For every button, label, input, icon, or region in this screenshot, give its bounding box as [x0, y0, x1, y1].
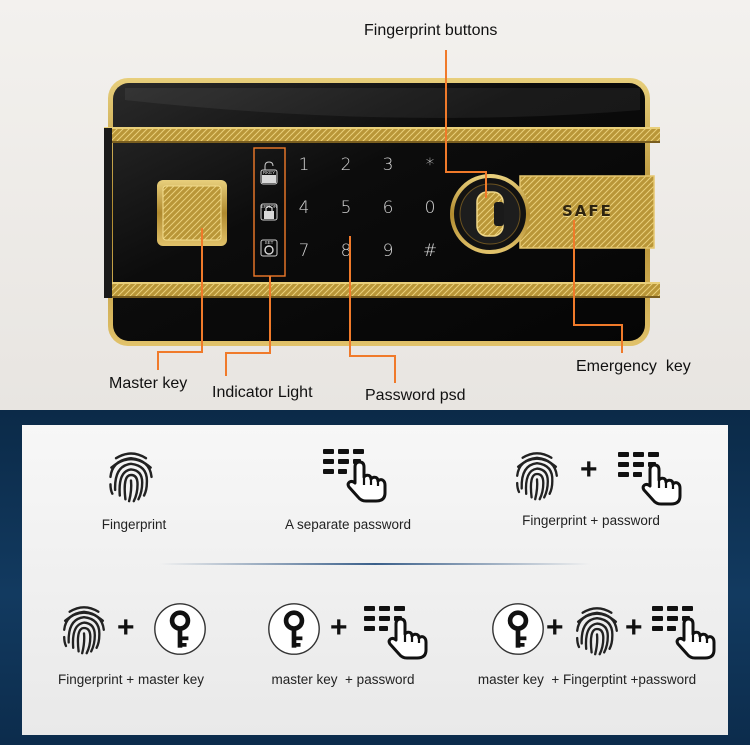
plus-sign: +: [580, 453, 598, 486]
callout-password-psd: Password psd: [365, 387, 466, 404]
keypad-key[interactable]: 3: [382, 155, 394, 175]
fingerprint-icon: [570, 601, 624, 657]
fingerprint-icon: [57, 600, 111, 656]
mode-caption: A separate password: [284, 517, 412, 532]
mode-caption: master key + password: [271, 672, 415, 687]
keypad-hand-icon: [616, 450, 682, 506]
mode-caption: master key + Fingerptint +password: [477, 672, 697, 687]
keypad-hand-icon: [320, 447, 388, 503]
fingerprint-icon: [510, 447, 564, 501]
fingerprint-icon: [103, 447, 159, 503]
callout-master-key: Master key: [109, 375, 188, 392]
safe-brand-logo: SAFE: [562, 202, 613, 220]
key-icon: [152, 601, 208, 657]
keypad-key[interactable]: 0: [424, 198, 436, 218]
svg-text:ERROR: ERROR: [260, 204, 278, 209]
plus-sign: +: [546, 611, 564, 644]
keypad-key[interactable]: #: [422, 241, 438, 261]
keypad-key[interactable]: 6: [382, 198, 394, 218]
mode-caption: Fingerprint: [101, 517, 167, 532]
svg-text:RKEY: RKEY: [262, 170, 276, 175]
plus-sign: +: [117, 611, 135, 644]
keypad-hand-icon: [362, 604, 428, 660]
keypad-key[interactable]: 1: [298, 155, 310, 175]
callout-emergency-key: Emergency key: [576, 358, 691, 375]
callout-indicator-light: Indicator Light: [212, 384, 313, 401]
keypad-key[interactable]: *: [425, 155, 435, 175]
keypad-key[interactable]: 8: [340, 241, 352, 261]
keypad-hand-icon: [650, 604, 716, 660]
panel-divider: [160, 563, 590, 565]
keypad-key[interactable]: 4: [298, 198, 310, 218]
keypad-key[interactable]: 9: [382, 241, 394, 261]
key-icon: [266, 601, 322, 657]
key-icon: [490, 601, 546, 657]
plus-sign: +: [330, 611, 348, 644]
keypad-key[interactable]: 2: [340, 155, 352, 175]
svg-text:SET: SET: [264, 240, 274, 245]
mode-caption: Fingerprint + password: [522, 513, 660, 528]
callout-fingerprint-buttons: Fingerprint buttons: [364, 22, 498, 39]
plus-sign: +: [625, 611, 643, 644]
keypad-key[interactable]: 7: [298, 241, 310, 261]
mode-caption: Fingerprint + master key: [58, 672, 204, 687]
keypad-key[interactable]: 5: [340, 198, 352, 218]
